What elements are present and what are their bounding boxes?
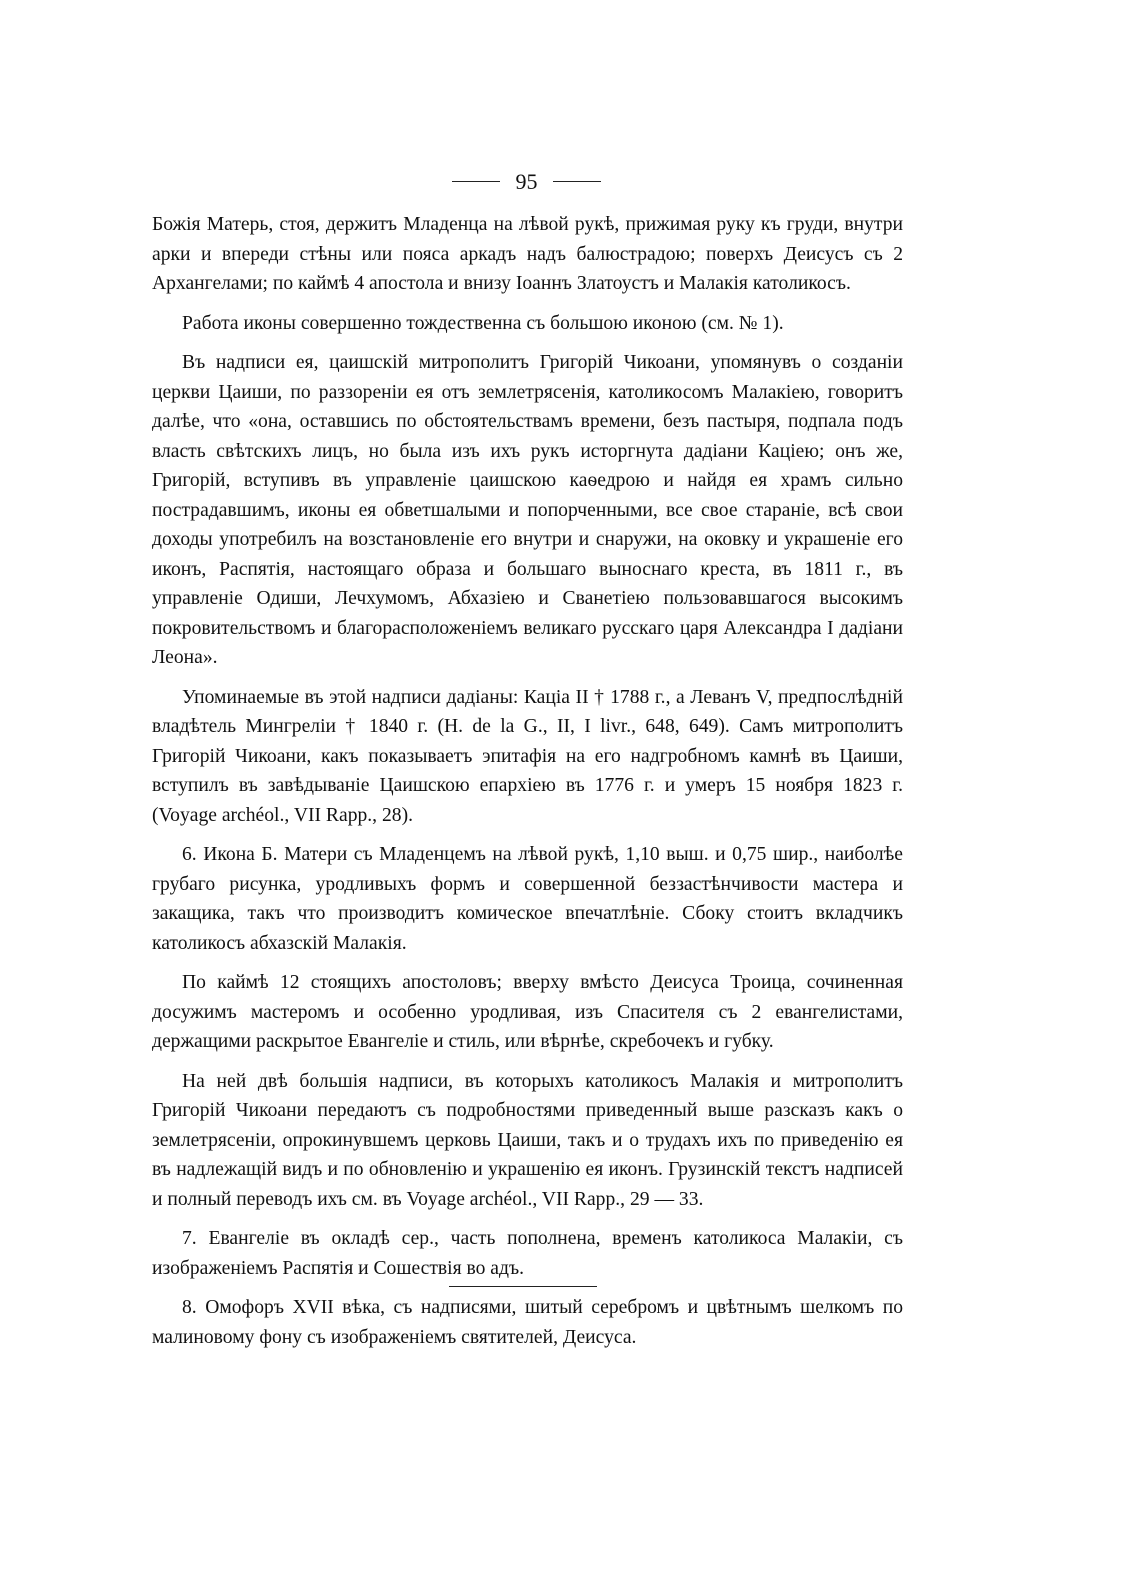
paragraph-item-6: 6. Икона Б. Матери съ Младенцемъ на лѣвой рукѣ, 1,10 выш. и 0,75 шир., наиболѣе грубаго рисунка, уродливыхъ формъ и совершенной беззастѣнчивости мастера и закащика, такъ что производитъ комическое впечатлѣніе. Сбоку стоитъ вкладчикъ католикосъ абхазскій Малакія. — [152, 844, 903, 954]
page-number: 95 — [515, 169, 538, 194]
header-rule-left — [452, 181, 500, 182]
paragraph-icon-work: Работа иконы совершенно тождественна съ большою иконою (см. № 1). — [182, 312, 784, 334]
end-rule — [449, 1286, 597, 1287]
paragraph-apostles: По каймѣ 12 стоящихъ апостоловъ; вверху вмѣсто Деисуса Троица, сочиненная досужимъ мастеромъ и особенно уродливая, изъ Спасителя съ 2 евангелистами, держащими раскрытое Евангеліе и стиль, или вѣрнѣе, скребочекъ и губку. — [152, 972, 903, 1052]
paragraph-inscription: Въ надписи ея, цаишскій митрополитъ Григорій Чикоани, упомянувъ о созданіи церкви Цаиши, по раззореніи ея отъ землетрясенія, католикосомъ Малакіею, говоритъ далѣе, что «она, оставшись по обстоятельствамъ времени, безъ пастыря, подпала подъ власть свѣтскихъ лицъ, но была изъ ихъ рукъ исторгнута дадіани Каціею; онъ же, Григорій, вступивъ въ управленіе цаишскою каѳедрою и найдя ея храмъ сильно пострадавшимъ, иконы ея обветшалыми и попорченными, все свое стараніе, всѣ свои доходы употребилъ на возстановленіе его внутри и снаружи, на оковку и украшеніе его иконъ, Распятія, настоящаго образа и большаго выноснаго креста, въ 1811 г., въ управленіе Одиши, Лечхумомъ, Абхазіею и Сванетіею пользовавшагося высокимъ покровительствомъ и благорасположеніемъ великаго русскаго царя Александра I дадіани Леона». — [152, 352, 903, 668]
paragraph-item-8: 8. Омофоръ XVII вѣка, съ надписями, шитый серебромъ и цвѣтнымъ шелкомъ по малиновому фону съ изображеніемъ святителей, Деисуса. — [152, 1297, 903, 1348]
page-header — [0, 168, 1140, 198]
paragraph-icon-description: Божія Матерь, стоя, держитъ Младенца на лѣвой рукѣ, прижимая руку къ груди, внутри арки и впереди стѣны или пояса аркадъ надъ балюстрадою; поверхъ Деисусъ съ 2 Архангелами; по каймѣ 4 апостола и внизу Іоаннъ Златоустъ и Малакія католикосъ. — [152, 214, 903, 294]
body-text — [152, 210, 903, 1362]
header-rule-right — [553, 181, 601, 182]
paragraph-dadiani-notes: Упоминаемые въ этой надписи дадіаны: Каціа II † 1788 г., а Леванъ V, предпослѣдній владѣтель Мингреліи † 1840 г. (H. de la G., II, I livr., 648, 649). Самъ митрополитъ Григорій Чикоани, какъ показываетъ эпитафія на его надгробномъ камнѣ въ Цаиши, вступилъ въ завѣдываніе Цаишскою епархіею въ 1776 г. и умеръ 15 ноября 1823 г. (Voyage archéol., VII Rapp., 28). — [152, 686, 903, 826]
paragraph-item-7: 7. Евангеліе въ окладѣ сер., часть пополнена, временъ католикоса Малакіи, съ изображеніемъ Распятія и Сошествія во адъ. — [152, 1228, 903, 1279]
paragraph-inscriptions: На ней двѣ большія надписи, въ которыхъ католикосъ Малакія и митрополитъ Григорій Чикоани передаютъ съ подробностями приведенный выше разсказъ какъ о землетрясеніи, опрокинувшемъ церковь Цаиши, такъ и о трудахъ ихъ по приведенію ея въ надлежащій видъ и по обновленію и украшенію ея иконъ. Грузинскій текстъ надписей и полный переводъ ихъ см. въ Voyage archéol., VII Rapp., 29 — 33. — [152, 1070, 903, 1210]
